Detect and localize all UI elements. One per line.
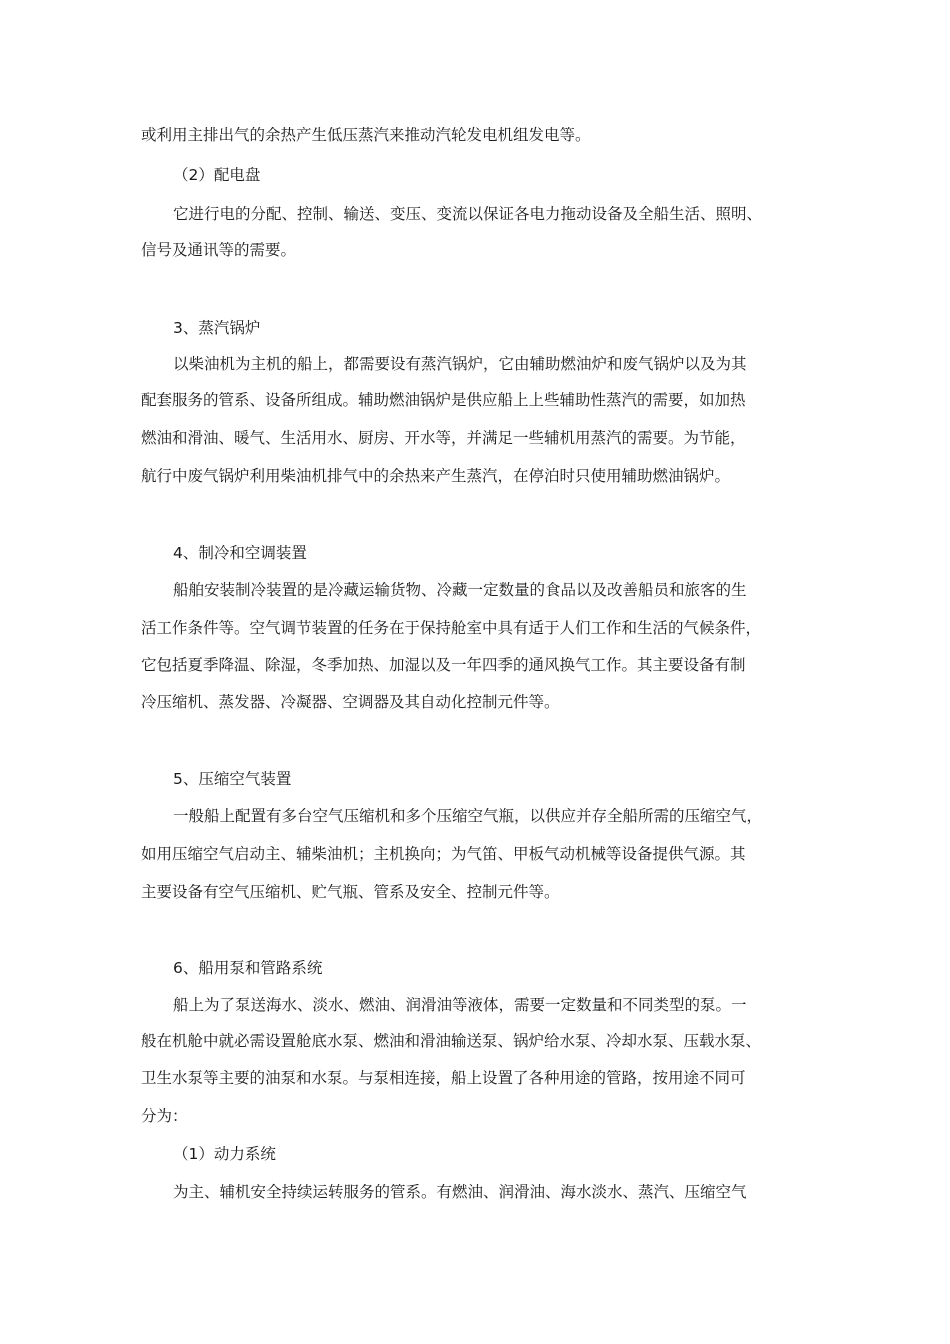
paragraph-line: 如用压缩空气启动主、辅柴油机；主机换向；为气笛、甲板气动机械等设备提供气源。其 [141, 845, 746, 863]
paragraph-line: 船上为了泵送海水、淡水、燃油、润滑油等液体，需要一定数量和不同类型的泵。一 [173, 996, 747, 1014]
paragraph-line: 信号及通讯等的需要。 [141, 241, 297, 259]
paragraph-line: 冷压缩机、蒸发器、冷凝器、空调器及其自动化控制元件等。 [141, 693, 560, 711]
paragraph-line: 为主、辅机安全持续运转服务的管系。有燃油、润滑油、海水淡水、蒸汽、压缩空气 [173, 1183, 747, 1201]
section-heading: 3、蒸汽锅炉 [173, 319, 261, 337]
paragraph-line: 燃油和滑油、暖气、生活用水、厨房、开水等，并满足一些辅机用蒸汽的需要。为节能， [141, 429, 746, 447]
paragraph-line: 主要设备有空气压缩机、贮气瓶、管系及安全、控制元件等。 [141, 883, 560, 901]
paragraph-line: 船舶安装制冷装置的是冷藏运输货物、冷藏一定数量的食品以及改善船员和旅客的生 [173, 581, 747, 599]
section-heading: 4、制冷和空调装置 [173, 544, 307, 562]
paragraph-line: 卫生水泵等主要的油泵和水泵。与泵相连接，船上设置了各种用途的管路，按用途不同可 [141, 1069, 746, 1087]
paragraph-line: 般在机舱中就必需设置舱底水泵、燃油和滑油输送泵、锅炉给水泵、冷却水泵、压载水泵、 [141, 1032, 762, 1050]
paragraph-line: 一般船上配置有多台空气压缩机和多个压缩空气瓶，以供应并存全船所需的压缩空气， [173, 807, 763, 825]
section-heading: 6、船用泵和管路系统 [173, 959, 323, 977]
paragraph-line: 活工作条件等。空气调节装置的任务在于保持舱室中具有适于人们工作和生活的气候条件， [141, 619, 762, 637]
paragraph-line: 分为： [141, 1107, 188, 1125]
section-heading: 5、压缩空气装置 [173, 770, 292, 788]
paragraph-line: 或利用主排出气的余热产生低压蒸汽来推动汽轮发电机组发电等。 [141, 126, 591, 144]
paragraph-line: 航行中废气锅炉利用柴油机排气中的余热来产生蒸汽，在停泊时只使用辅助燃油锅炉。 [141, 467, 731, 485]
subsection-heading: （1）动力系统 [173, 1145, 276, 1163]
paragraph-line: 以柴油机为主机的船上，都需要设有蒸汽锅炉，它由辅助燃油炉和废气锅炉以及为其 [173, 355, 747, 373]
subsection-heading: （2）配电盘 [173, 166, 261, 184]
paragraph-line: 它进行电的分配、控制、输送、变压、变流以保证各电力拖动设备及全船生活、照明、 [173, 205, 763, 223]
paragraph-line: 配套服务的管系、设备所组成。辅助燃油锅炉是供应船上上些辅助性蒸汽的需要，如加热 [141, 391, 746, 409]
paragraph-line: 它包括夏季降温、除湿，冬季加热、加湿以及一年四季的通风换气工作。其主要设备有制 [141, 656, 746, 674]
